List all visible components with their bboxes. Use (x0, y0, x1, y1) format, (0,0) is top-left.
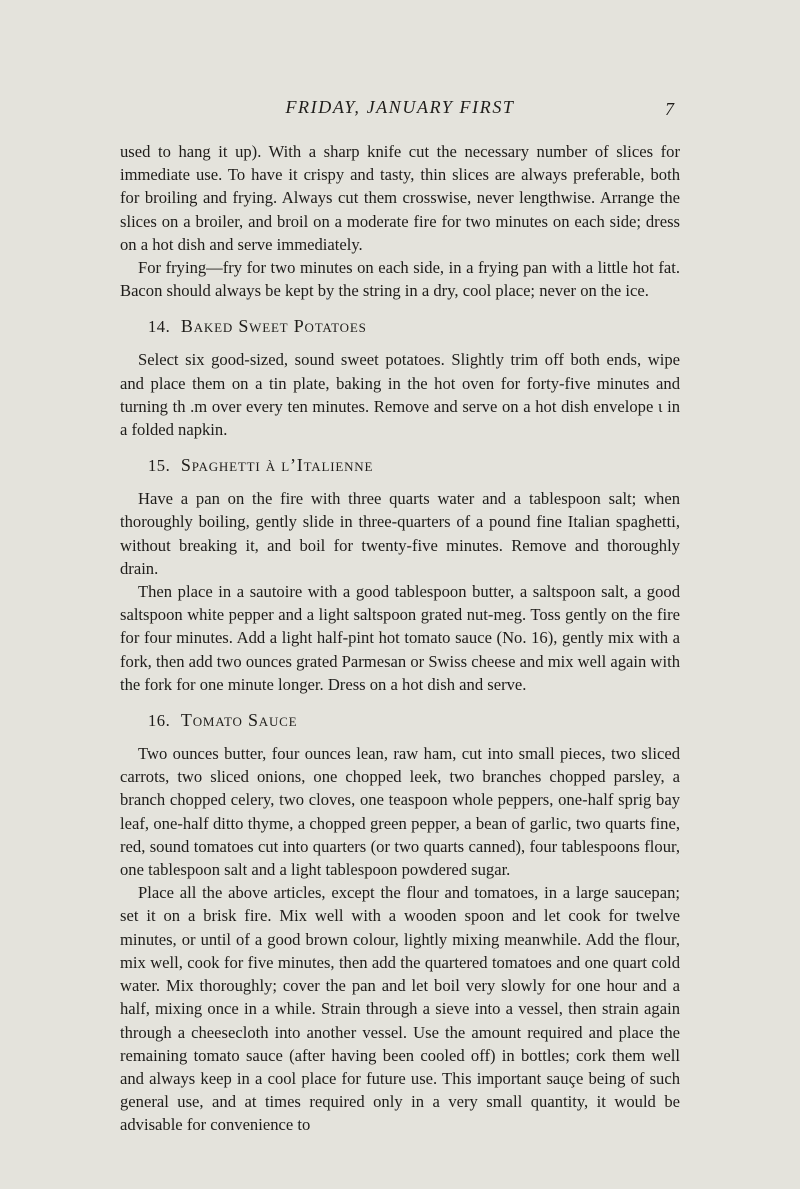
page-number: 7 (665, 99, 674, 119)
recipe-title: Tomato Sauce (180, 710, 298, 731)
recipe-number: 16. (148, 711, 171, 731)
recipe-heading-14 (120, 315, 680, 338)
running-title: FRIDAY, JANUARY FIRST (285, 97, 515, 117)
recipe-heading-16 (120, 709, 680, 732)
paragraph-bacon-slicing: used to hang it up). With a sharp knife cut the necessary number of slices for immediate use. To have it crispy and tasty, thin slices are always preferable, both for broiling and frying. Always cut them crosswise, never lengthwise. Arrange the slices on a broiler, and broil on a moderate fire for two minutes on each side; dress on a hot dish and serve immediately. (120, 142, 680, 254)
paragraph-spaghetti-boil: Have a pan on the fire with three quarts water and a tablespoon salt; when thoroughly boiling, gently slide in three-quarters of a pound fine Italian spaghetti, without breaking it, and boil for twenty-five minutes. Remove and thoroughly drain. (120, 489, 680, 578)
paragraph-bacon-frying: For frying—fry for two minutes on each side, in a frying pan with a little hot fat. Bacon should always be kept by the string in a dry, cool place; never on the ice. (120, 258, 680, 301)
paragraph-sweet-potatoes: Select six good-sized, sound sweet potatoes. Slightly trim off both ends, wipe and place them on a tin plate, baking in the hot oven for forty-five minutes and turning th .m over every ten minutes. Remove and serve on a hot dish envelope ι in a folded napkin. (120, 350, 680, 440)
paragraph-tomato-method: Place all the above articles, except the flour and tomatoes, in a large saucepan; set it on a brisk fire. Mix well with a wooden spoon and let cook for twelve minutes, or until of a good brown colour, lightly mixing meanwhile. Add the flour, mix well, cook for five minutes, then add the quartered tomatoes and one quart cold water. Mix thoroughly; cover the pan and let boil very slowly for one hour and a half, mixing once in a while. Strain through a sieve into a vessel, then strain again through a cheesecloth into another vessel. Use the amount required and place the remaining tomato sauce (after having been cooled off) in bottles; cork them well and always keep in a cool place for future use. This important sauçe being of such general use, and at times required only in a very small quantity, it would be advisable for convenience to (120, 883, 680, 1135)
recipe-title: Spaghetti à l’Italienne (180, 455, 374, 476)
recipe-number: 15. (148, 456, 171, 476)
recipe-title: Baked Sweet Potatoes (180, 316, 367, 337)
recipe-number: 14. (148, 317, 171, 337)
paragraph-spaghetti-finish: Then place in a sautoire with a good tablespoon butter, a saltspoon salt, a good saltspoon white pepper and a light saltspoon grated nut-meg. Toss gently on the fire for four minutes. Add a light half-pint hot tomato sauce (No. 16), gently mix with a fork, then add two ounces grated Parmesan or Swiss cheese and mix well again with the fork for one minute longer. Dress on a hot dish and serve. (120, 582, 680, 694)
running-head (120, 97, 680, 123)
paragraph-tomato-ingredients: Two ounces butter, four ounces lean, raw ham, cut into small pieces, two sliced carrots, two sliced onions, one chopped leek, two branches chopped parsley, a branch chopped celery, two cloves, one teaspoon whole peppers, one-half sprig bay leaf, one-half ditto thyme, a chopped green pepper, a bean of garlic, two quarts fine, red, sound tomatoes cut into quarters (or two quarts canned), four tablespoons flour, one tablespoon salt and a light tablespoon powdered sugar. (120, 744, 680, 880)
recipe-heading-15 (120, 454, 680, 477)
page-body (120, 140, 680, 1137)
